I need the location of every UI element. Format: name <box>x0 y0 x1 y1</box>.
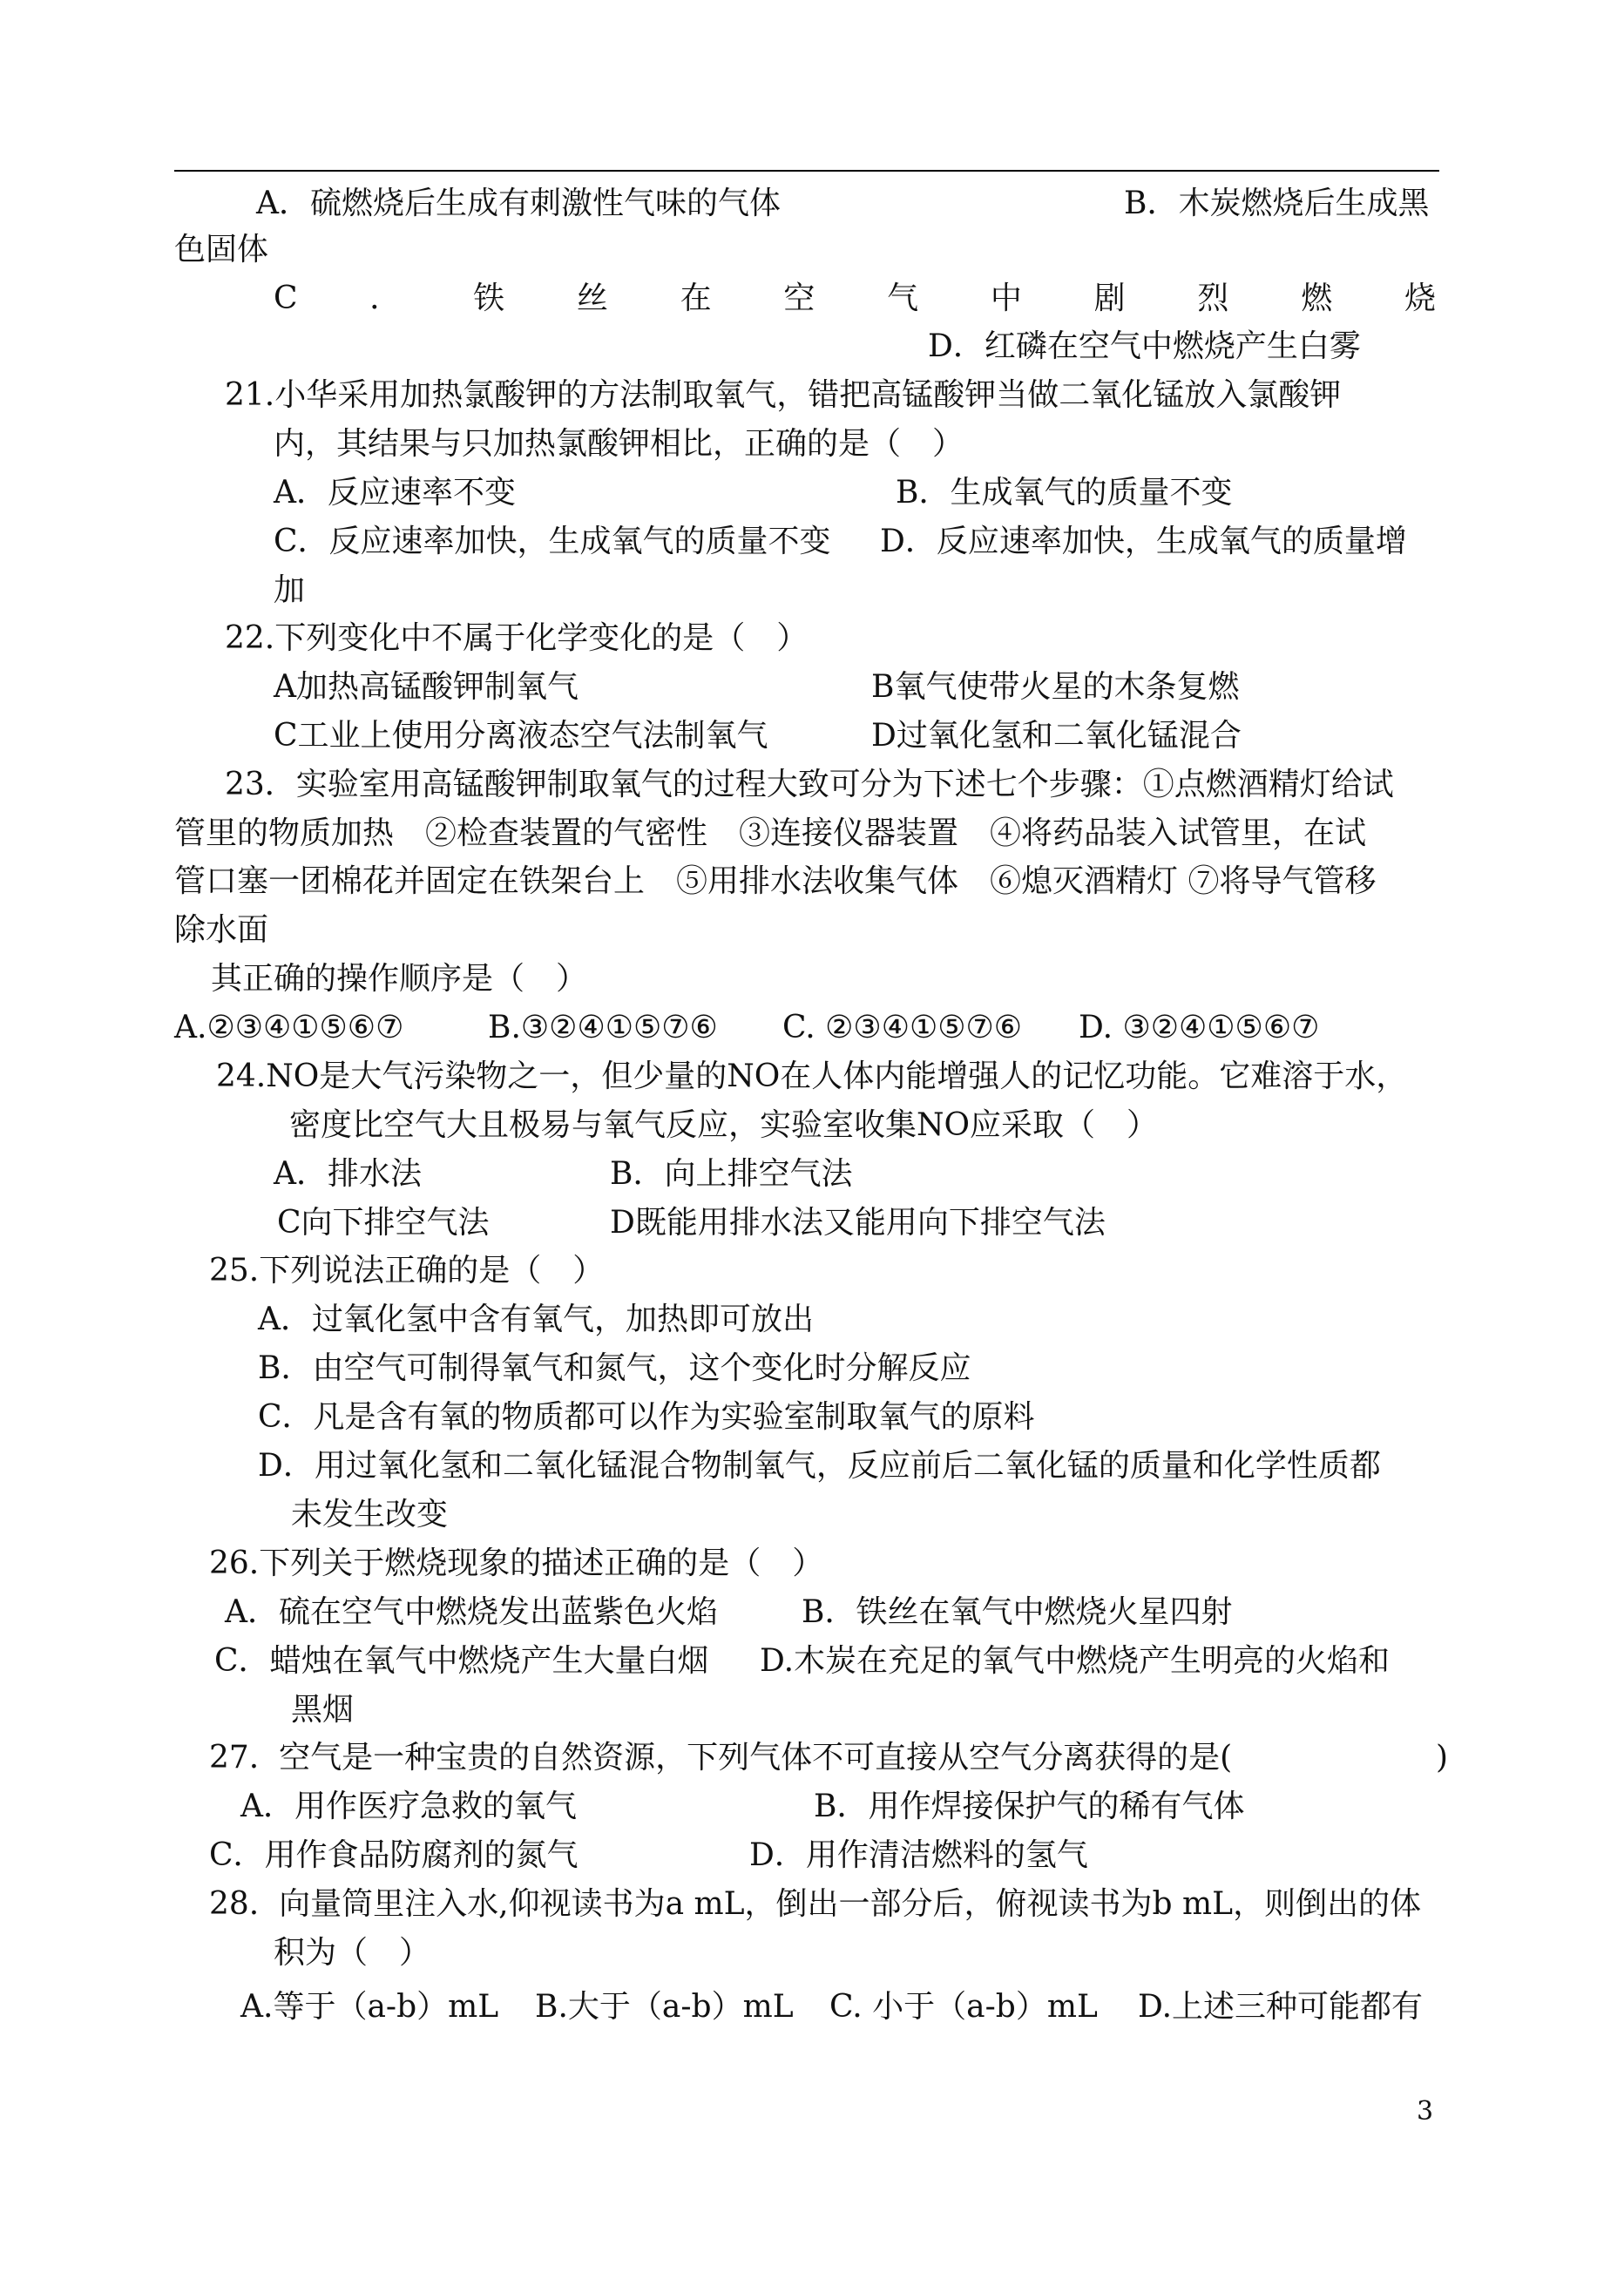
q25-option-b: B．由空气可制得氧气和氮气，这个变化时分解反应 <box>258 1350 971 1386</box>
q20-option-b: B．木炭燃烧后生成黑 <box>1124 186 1430 221</box>
q26-option-c: C．蜡烛在氧气中燃烧产生大量白烟 <box>214 1643 709 1679</box>
q21-option-d-continued: 加 <box>274 572 306 608</box>
q22-option-d: D过氧化氢和二氧化锰混合 <box>871 718 1242 754</box>
q20-option-c-char: 在 <box>680 281 712 316</box>
q23-stem-line3: 管口塞一团棉花并固定在铁架台上 ⑤用排水法收集气体 ⑥熄灭酒精灯 ⑦将导气管移 <box>174 863 1377 899</box>
q21-option-d: D．反应速率加快，生成氧气的质量增 <box>880 524 1407 559</box>
q20-option-c-char: 丝 <box>576 281 608 316</box>
q21-option-a: A．反应速率不变 <box>274 475 516 511</box>
q24-stem-line1: 24.NO是大气污染物之一，但少量的NO在人体内能增强人的记忆功能。它难溶于水， <box>216 1059 1408 1094</box>
q20-option-c-char: 气 <box>887 281 919 316</box>
q23-stem-line1: 23．实验室用高锰酸钾制取氧气的过程大致可分为下述七个步骤：①点燃酒精灯给试 <box>225 767 1394 802</box>
q28-stem-line2: 积为（ ） <box>274 1935 431 1971</box>
q26-option-a: A．硫在空气中燃烧发出蓝紫色火焰 <box>225 1594 718 1630</box>
q28-stem-line1: 28. 向量筒里注入水,仰视读书为a mL，倒出一部分后，俯视读书为b mL，则倒出的体 <box>209 1886 1422 1922</box>
q20-option-c-char: ． <box>369 281 402 316</box>
q24-stem-line2: 密度比空气大且极易与氧气反应，实验室收集NO应采取（ ） <box>289 1107 1159 1143</box>
q23-option-c: C. ②③④①⑤⑦⑥ <box>782 1010 1023 1045</box>
q26-option-d: D.木炭在充足的氧气中燃烧产生明亮的火焰和 <box>760 1643 1391 1679</box>
q22-option-c: C工业上使用分离液态空气法制氧气 <box>274 718 768 754</box>
q27-option-a: A．用作医疗急救的氧气 <box>240 1789 577 1824</box>
q23-stem-line5: 其正确的操作顺序是（ ） <box>211 961 588 997</box>
q26-stem: 26.下列关于燃烧现象的描述正确的是（ ） <box>209 1546 824 1581</box>
q27-option-b: B．用作焊接保护气的稀有气体 <box>814 1789 1245 1824</box>
page-number: 3 <box>1417 2096 1434 2127</box>
q25-stem: 25.下列说法正确的是（ ） <box>209 1253 605 1289</box>
q28-option-a: A.等于（a-b）mL <box>240 1989 499 2025</box>
q21-option-c: C．反应速率加快，生成氧气的质量不变 <box>274 524 831 559</box>
q23-option-d: D. ③②④①⑤⑥⑦ <box>1079 1010 1320 1045</box>
q20-option-b-continued: 色固体 <box>174 232 269 267</box>
q20-option-c-char: 铁 <box>473 281 505 316</box>
q20-option-c-char: 烧 <box>1404 281 1436 316</box>
q25-option-d-continued: 未发生改变 <box>291 1497 449 1532</box>
q28-option-c: C. 小于（a-b）mL <box>829 1989 1098 2025</box>
q27-option-c: C．用作食品防腐剂的氮气 <box>209 1837 579 1873</box>
q21-option-b: B．生成氧气的质量不变 <box>896 475 1233 511</box>
q27-option-d: D．用作清洁燃料的氢气 <box>749 1837 1088 1873</box>
header-rule <box>174 170 1439 172</box>
q26-option-d-continued: 黑烟 <box>291 1692 355 1728</box>
q24-option-a: A．排水法 <box>274 1156 422 1192</box>
q28-option-d: D.上述三种可能都有 <box>1138 1989 1424 2025</box>
q22-stem: 22.下列变化中不属于化学变化的是（ ） <box>225 620 809 656</box>
q20-option-d: D．红磷在空气中燃烧产生白雾 <box>928 328 1361 364</box>
q23-stem-line4: 除水面 <box>174 912 269 948</box>
q22-option-a: A加热高锰酸钾制氧气 <box>274 669 579 705</box>
q20-option-c-char: 烈 <box>1197 281 1229 316</box>
q24-option-d: D既能用排水法又能用向下排空气法 <box>610 1205 1106 1241</box>
q21-stem-line2: 内，其结果与只加热氯酸钾相比，正确的是（ ） <box>274 426 964 462</box>
q20-option-c-char: 中 <box>990 281 1022 316</box>
q25-option-a: A．过氧化氢中含有氧气，加热即可放出 <box>258 1302 814 1337</box>
q20-option-a: A．硫燃烧后生成有刺激性气味的气体 <box>256 186 781 221</box>
q28-option-b: B.大于（a-b）mL <box>535 1989 794 2025</box>
q24-option-c: C向下排空气法 <box>277 1205 490 1241</box>
q24-option-b: B．向上排空气法 <box>610 1156 853 1192</box>
q20-option-c-char: 燃 <box>1301 281 1333 316</box>
q23-option-b: B.③②④①⑤⑦⑥ <box>488 1010 718 1045</box>
q26-option-b: B．铁丝在氧气中燃烧火星四射 <box>802 1594 1233 1630</box>
q27-stem-close: ) <box>1436 1740 1449 1776</box>
q20-option-c <box>274 280 1436 318</box>
q20-option-c-char: C <box>274 281 298 316</box>
q21-stem-line1: 21.小华采用加热氯酸钾的方法制取氧气，错把高锰酸钾当做二氧化锰放入氯酸钾 <box>225 377 1342 413</box>
q25-option-d: D．用过氧化氢和二氧化锰混合物制氧气，反应前后二氧化锰的质量和化学性质都 <box>258 1448 1381 1484</box>
q20-option-c-char: 剧 <box>1093 281 1126 316</box>
q23-option-a: A.②③④①⑤⑥⑦ <box>174 1010 404 1045</box>
q27-stem: 27. 空气是一种宝贵的自然资源，下列气体不可直接从空气分离获得的是( <box>209 1740 1233 1776</box>
q25-option-c: C．凡是含有氧的物质都可以作为实验室制取氧气的原料 <box>258 1399 1035 1435</box>
q23-stem-line2: 管里的物质加热 ②检查装置的气密性 ③连接仪器装置 ④将药品装入试管里，在试 <box>174 815 1367 851</box>
q22-option-b: B氧气使带火星的木条复燃 <box>871 669 1240 705</box>
q20-option-c-char: 空 <box>783 281 815 316</box>
